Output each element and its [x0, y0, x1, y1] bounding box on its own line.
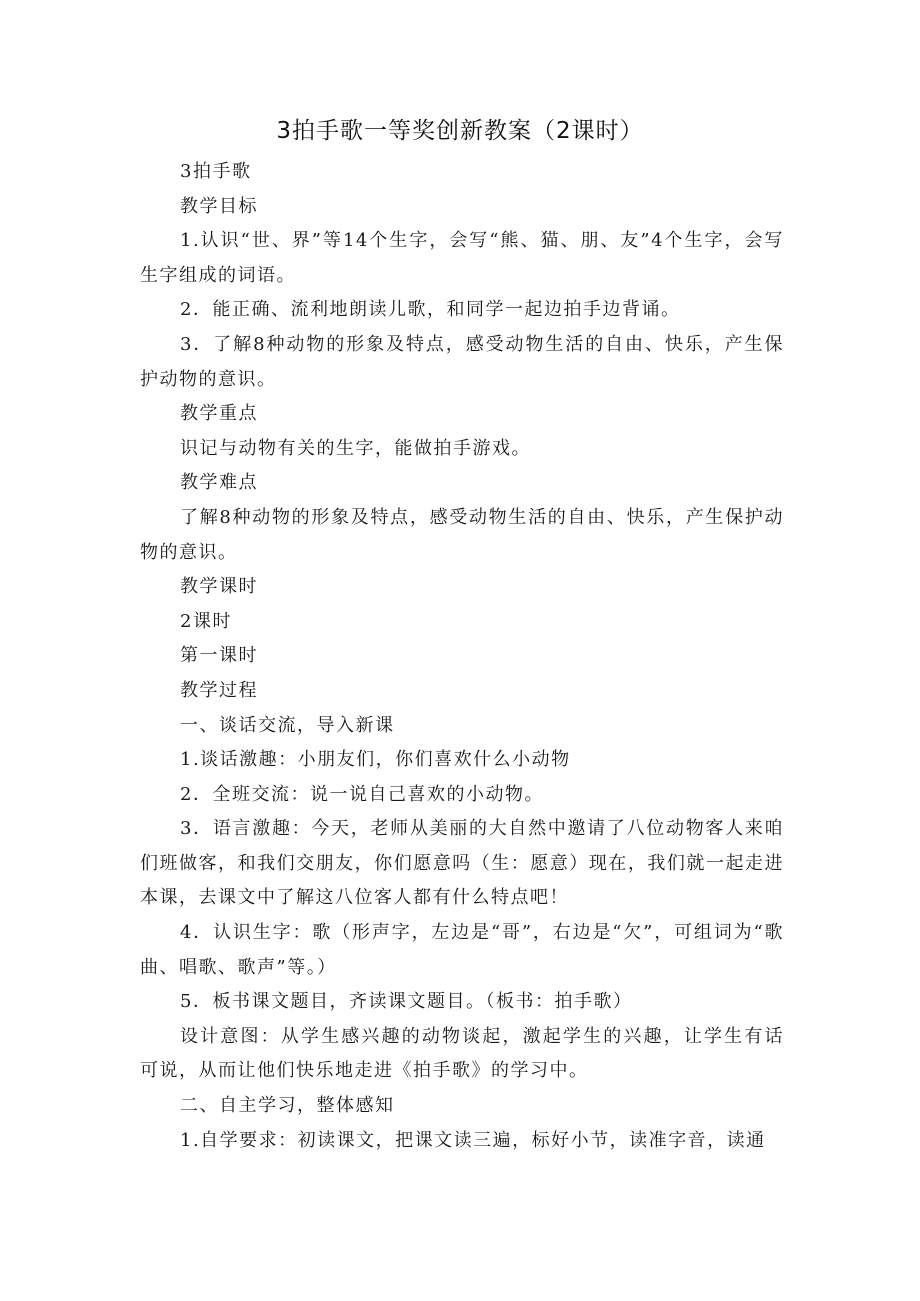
heading-class-hours: 教学课时 — [180, 576, 258, 598]
paragraph-self-study: 1.自学要求：初读课文，把课文读三遍，标好小节，读准字音，读通 — [180, 1129, 766, 1151]
heading-teaching-process: 教学过程 — [180, 679, 258, 701]
paragraph-goal-1: 1.认识“世、界”等14个生字，会写“熊、猫、朋、友”4个生字，会写生字组成的词语。 — [140, 230, 784, 286]
document-body — [140, 155, 784, 1158]
paragraph-goal-2: 2．能正确、流利地朗读儿歌，和同学一起边拍手边背诵。 — [180, 299, 681, 321]
paragraph-step-2: 2．全班交流：说一说自己喜欢的小动物。 — [180, 783, 544, 805]
paragraph-difficulties: 了解8种动物的形象及特点，感受动物生活的自由、快乐，产生保护动物的意识。 — [140, 506, 784, 563]
heading-section-2: 二、自主学习，整体感知 — [180, 1095, 395, 1117]
paragraph-lesson-name: 3拍手歌 — [180, 161, 252, 182]
heading-first-lesson: 第一课时 — [180, 645, 258, 667]
document-title: 3拍手歌一等奖创新教案（2课时） — [276, 118, 644, 144]
paragraph-step-5: 5．板书课文题目，齐读课文题目。（板书：拍手歌） — [180, 991, 633, 1013]
paragraph-goal-3: 3．了解8种动物的形象及特点，感受动物生活的自由、快乐，产生保护动物的意识。 — [140, 333, 784, 390]
paragraph-key-points: 识记与动物有关的生字，能做拍手游戏。 — [180, 437, 531, 459]
paragraph-design-intent: 设计意图：从学生感兴趣的动物谈起，激起学生的兴趣，让学生有话可说，从而让他们快乐地走进《拍手歌》的学习中。 — [140, 1025, 784, 1082]
paragraph-step-4: 4．认识生字：歌（形声字，左边是“哥”，右边是“欠”，可组词为“歌曲、唱歌、歌声”等。） — [140, 922, 784, 978]
heading-difficulties: 教学难点 — [180, 472, 258, 494]
heading-section-1: 一、谈话交流，导入新课 — [180, 714, 395, 736]
paragraph-class-hours: 2课时 — [180, 610, 232, 632]
paragraph-step-1: 1.谈话激趣：小朋友们，你们喜欢什么小动物 — [180, 749, 571, 771]
heading-teaching-goals: 教学目标 — [180, 195, 258, 217]
paragraph-step-3: 3．语言激趣：今天，老师从美丽的大自然中邀请了八位动物客人来咱们班做客，和我们交朋友，你们愿意吗（生：愿意）现在，我们就一起走进本课，去课文中了解这八位客人都有什么特点吧！ — [140, 818, 784, 909]
heading-key-points: 教学重点 — [180, 403, 258, 425]
